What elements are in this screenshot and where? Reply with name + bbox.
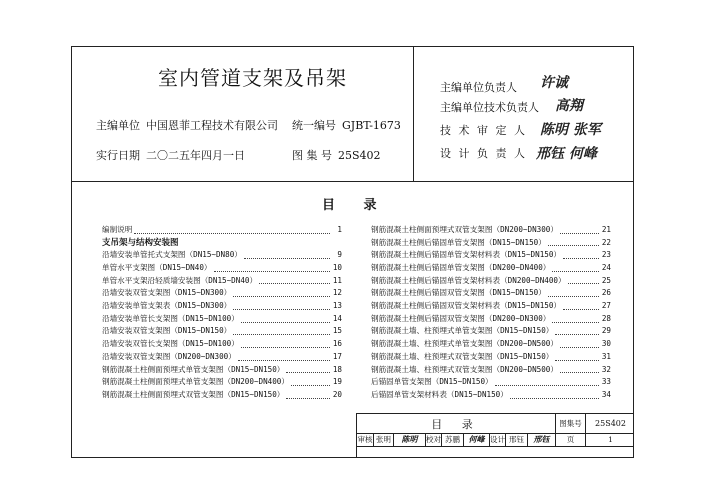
toc-leader-dots — [555, 334, 599, 335]
toc-entry-title: 钢筋混凝土墙、柱预埋式双管支架图（DN200~DN500） — [371, 364, 558, 374]
toc-entry[interactable] — [371, 300, 611, 313]
toc-entry-page: 10 — [332, 263, 342, 273]
toc-entry-page: 9 — [337, 250, 342, 260]
toc-leader-dots — [291, 385, 330, 386]
toc-entry-page: 16 — [332, 339, 342, 349]
toc-leader-dots — [555, 360, 599, 361]
toc-entry[interactable] — [102, 389, 342, 402]
check-label: 校对 — [426, 435, 441, 444]
toc-leader-dots — [552, 322, 599, 323]
atlas-number-label: 图 集 号 — [292, 149, 332, 162]
toc-entry[interactable] — [102, 364, 342, 377]
toc-entry-title: 钢筋混凝土柱侧后锚固单管支架材料表（DN200~DN400） — [371, 275, 566, 285]
toc-entry[interactable] — [102, 326, 342, 339]
toc-entry-title: 钢筋混凝土柱侧面预埋式双管支架图（DN200~DN300） — [371, 224, 558, 234]
toc-entry-title: 钢筋混凝土柱侧后锚固双管支架图（DN15~DN150） — [371, 288, 546, 298]
toc-leader-dots — [286, 372, 330, 373]
toc-leader-dots — [548, 245, 599, 246]
toc-entry-page: 23 — [601, 250, 611, 260]
toc-entry-page: 34 — [601, 389, 611, 399]
toc-leader-dots — [233, 296, 330, 297]
title-block-name: 目 录 — [431, 417, 481, 431]
toc-entry-page: 24 — [601, 263, 611, 273]
toc-entry[interactable] — [371, 389, 611, 402]
toc-entry-page: 29 — [601, 326, 611, 336]
toc-entry-page: 15 — [332, 326, 342, 336]
toc-entry[interactable] — [102, 275, 342, 288]
unified-code-label: 统一编号 — [292, 119, 336, 132]
toc-entry[interactable] — [102, 262, 342, 275]
toc-entry[interactable] — [102, 224, 342, 237]
toc-entry-page: 30 — [601, 339, 611, 349]
editor-unit-value: 中国恩菲工程技术有限公司 — [146, 119, 278, 132]
toc-entry[interactable] — [102, 287, 342, 300]
signature-design-lead: 邢钰 何峰 — [536, 146, 597, 162]
title-block-atlas-no: 25S402 — [585, 414, 635, 433]
toc-entry[interactable] — [371, 376, 611, 389]
review-signature: 陈明 — [393, 433, 425, 446]
toc-entry-title: 沿墙安装单管支架表（DN15~DN300） — [102, 301, 232, 311]
toc-entry-title: 钢筋混凝土柱侧面预埋式双管支架图（DN15~DN150） — [102, 389, 285, 399]
toc-entry-page: 33 — [601, 377, 611, 387]
toc-entry-page: 22 — [601, 237, 611, 247]
toc-entry-title: 支吊架与结构安装图 — [102, 237, 179, 248]
toc-entry[interactable] — [102, 351, 342, 364]
design-name: 邢钰 — [505, 433, 527, 446]
toc-entry-title: 钢筋混凝土墙、柱预埋式双管支架图（DN15~DN150） — [371, 351, 554, 361]
title-block-row-name — [357, 414, 634, 434]
signature-technical-reviewer: 陈明 张军 — [540, 122, 601, 138]
toc-entry-page: 18 — [332, 364, 342, 374]
toc-entry-title: 后锚固单管支架材料表（DN15~DN150） — [371, 389, 508, 399]
toc-entry-page: 14 — [332, 313, 342, 323]
toc-entry-title: 钢筋混凝土柱侧面预埋式单管支架图（DN15~DN150） — [102, 364, 285, 374]
toc-entry-page: 13 — [332, 301, 342, 311]
toc-title: 目 录 — [322, 198, 389, 213]
toc-section-heading — [102, 237, 342, 250]
toc-entry-page: 20 — [332, 389, 342, 399]
toc-entry-title: 钢筋混凝土柱侧后锚固单管支架图（DN200~DN400） — [371, 263, 551, 273]
signature-editor-tech-head: 高翔 — [555, 98, 583, 114]
toc-leader-dots — [134, 233, 330, 234]
page-number: 1 — [585, 433, 635, 446]
title-block-atlas-label: 图集号 — [555, 414, 585, 433]
effective-date-label: 实行日期 — [96, 149, 140, 162]
design-label: 设计 — [490, 435, 505, 444]
toc-entry-page: 21 — [601, 224, 611, 234]
toc-leader-dots — [233, 334, 330, 335]
toc-entry-page: 19 — [332, 377, 342, 387]
toc-entry-page: 26 — [601, 288, 611, 298]
signature-editor-unit-head: 许诚 — [540, 75, 568, 91]
toc-entry[interactable] — [102, 376, 342, 389]
resp-design-lead: 设 计 负 责 人 — [440, 147, 527, 160]
toc-leader-dots — [244, 258, 330, 259]
check-name: 苏鹏 — [441, 433, 463, 446]
header-column-divider — [413, 46, 414, 181]
atlas-number-value: 25S402 — [338, 149, 381, 162]
toc-entry-title: 沿墙安装单管长支架图（DN15~DN100） — [102, 313, 239, 323]
design-signature: 邢钰 — [527, 433, 555, 446]
page-title: 室内管道支架及吊架 — [158, 66, 347, 90]
toc-entry[interactable] — [371, 351, 611, 364]
toc-entry-title: 沿墙安装双管支架图（DN200~DN300） — [102, 351, 236, 361]
toc-entry-title: 沿墙安装单管托式支架图（DN15~DN80） — [102, 250, 242, 260]
toc-entry-title: 沿墙安装双管支架图（DN15~DN150） — [102, 326, 232, 336]
toc-entry[interactable] — [102, 300, 342, 313]
toc-leader-dots — [214, 271, 331, 272]
toc-leader-dots — [233, 309, 330, 310]
effective-date — [96, 147, 245, 163]
toc-entry[interactable] — [371, 237, 611, 250]
toc-entry[interactable] — [371, 275, 611, 288]
toc-leader-dots — [563, 309, 599, 310]
resp-technical-reviewer: 技 术 审 定 人 — [440, 124, 527, 137]
toc-leader-dots — [560, 233, 599, 234]
toc-entry-title: 沿墙安装双管长支架图（DN15~DN100） — [102, 339, 239, 349]
toc-entry-title: 钢筋混凝土柱侧后锚固双管支架图（DN200~DN300） — [371, 313, 551, 323]
toc-entry-title: 沿墙安装双管支架图（DN15~DN300） — [102, 288, 232, 298]
title-block — [356, 413, 634, 458]
toc-entry-title: 单管水平支架沿轻质墙安装图（DN15~DN40） — [102, 275, 258, 285]
toc-right-column — [371, 224, 611, 402]
resp-editor-unit-head: 主编单位负责人 — [440, 81, 517, 94]
resp-editor-tech-head: 主编单位技术负责人 — [440, 101, 539, 114]
toc-entry-page: 11 — [332, 275, 342, 285]
toc-entry[interactable] — [371, 287, 611, 300]
toc-leader-dots — [495, 385, 599, 386]
page-label: 页 — [555, 433, 585, 446]
toc-entry[interactable] — [102, 338, 342, 351]
toc-entry-title: 编制说明 — [102, 224, 133, 234]
toc-entry[interactable] — [102, 249, 342, 262]
review-name: 张明 — [373, 433, 393, 446]
toc-entry-title: 钢筋混凝土柱侧后锚固单管支架材料表（DN15~DN150） — [371, 250, 561, 260]
toc-entry-page: 17 — [332, 351, 342, 361]
editor-unit — [96, 117, 278, 133]
toc-entry[interactable] — [102, 313, 342, 326]
toc-leader-dots — [241, 347, 330, 348]
review-label: 审核 — [357, 435, 373, 444]
toc-entry[interactable] — [371, 262, 611, 275]
toc-leader-dots — [510, 398, 599, 399]
toc-entry-title: 钢筋混凝土柱侧后锚固单管支架图（DN15~DN150） — [371, 237, 546, 247]
toc-entry-page: 31 — [601, 351, 611, 361]
toc-leader-dots — [241, 322, 330, 323]
toc-entry-page: 32 — [601, 364, 611, 374]
toc-entry-title: 后锚固单管支架图（DN15~DN150） — [371, 377, 493, 387]
title-block-row-signoff — [357, 433, 634, 447]
toc-leader-dots — [560, 372, 599, 373]
effective-date-value: 二〇二五年四月一日 — [146, 149, 245, 162]
toc-entry[interactable] — [371, 313, 611, 326]
toc-entry[interactable] — [371, 364, 611, 377]
toc-entry-title: 钢筋混凝土柱侧面预埋式单管支架图（DN200~DN400） — [102, 377, 289, 387]
toc-leader-dots — [568, 283, 599, 284]
toc-leader-dots — [286, 398, 330, 399]
toc-entry[interactable] — [371, 326, 611, 339]
toc-leader-dots — [560, 347, 599, 348]
toc-leader-dots — [552, 271, 599, 272]
toc-leader-dots — [563, 258, 599, 259]
atlas-number — [292, 147, 381, 163]
toc-entry-page: 25 — [601, 275, 611, 285]
check-signature: 何峰 — [463, 433, 489, 446]
toc-entry[interactable] — [371, 224, 611, 237]
toc-entry-page: 12 — [332, 288, 342, 298]
toc-entry-page: 28 — [601, 313, 611, 323]
toc-leader-dots — [548, 296, 599, 297]
toc-entry-page: 27 — [601, 301, 611, 311]
editor-unit-label: 主编单位 — [96, 119, 140, 132]
toc-entry-title: 单管水平支架图（DN15~DN40） — [102, 263, 212, 273]
unified-code-value: GJBT-1673 — [342, 119, 401, 132]
toc-entry[interactable] — [371, 338, 611, 351]
toc-left-column — [102, 224, 342, 402]
toc-entry-page: 1 — [337, 224, 342, 234]
toc-entry[interactable] — [371, 249, 611, 262]
toc-entry-title: 钢筋混凝土墙、柱预埋式单管支架图（DN15~DN150） — [371, 326, 554, 336]
toc-leader-dots — [238, 360, 330, 361]
unified-code — [292, 117, 401, 133]
toc-entry-title: 钢筋混凝土墙、柱预埋式单管支架图（DN200~DN500） — [371, 339, 558, 349]
toc-leader-dots — [259, 283, 330, 284]
header-divider — [71, 181, 634, 182]
toc-entry-title: 钢筋混凝土柱侧后锚固双管支架材料表（DN15~DN150） — [371, 301, 561, 311]
